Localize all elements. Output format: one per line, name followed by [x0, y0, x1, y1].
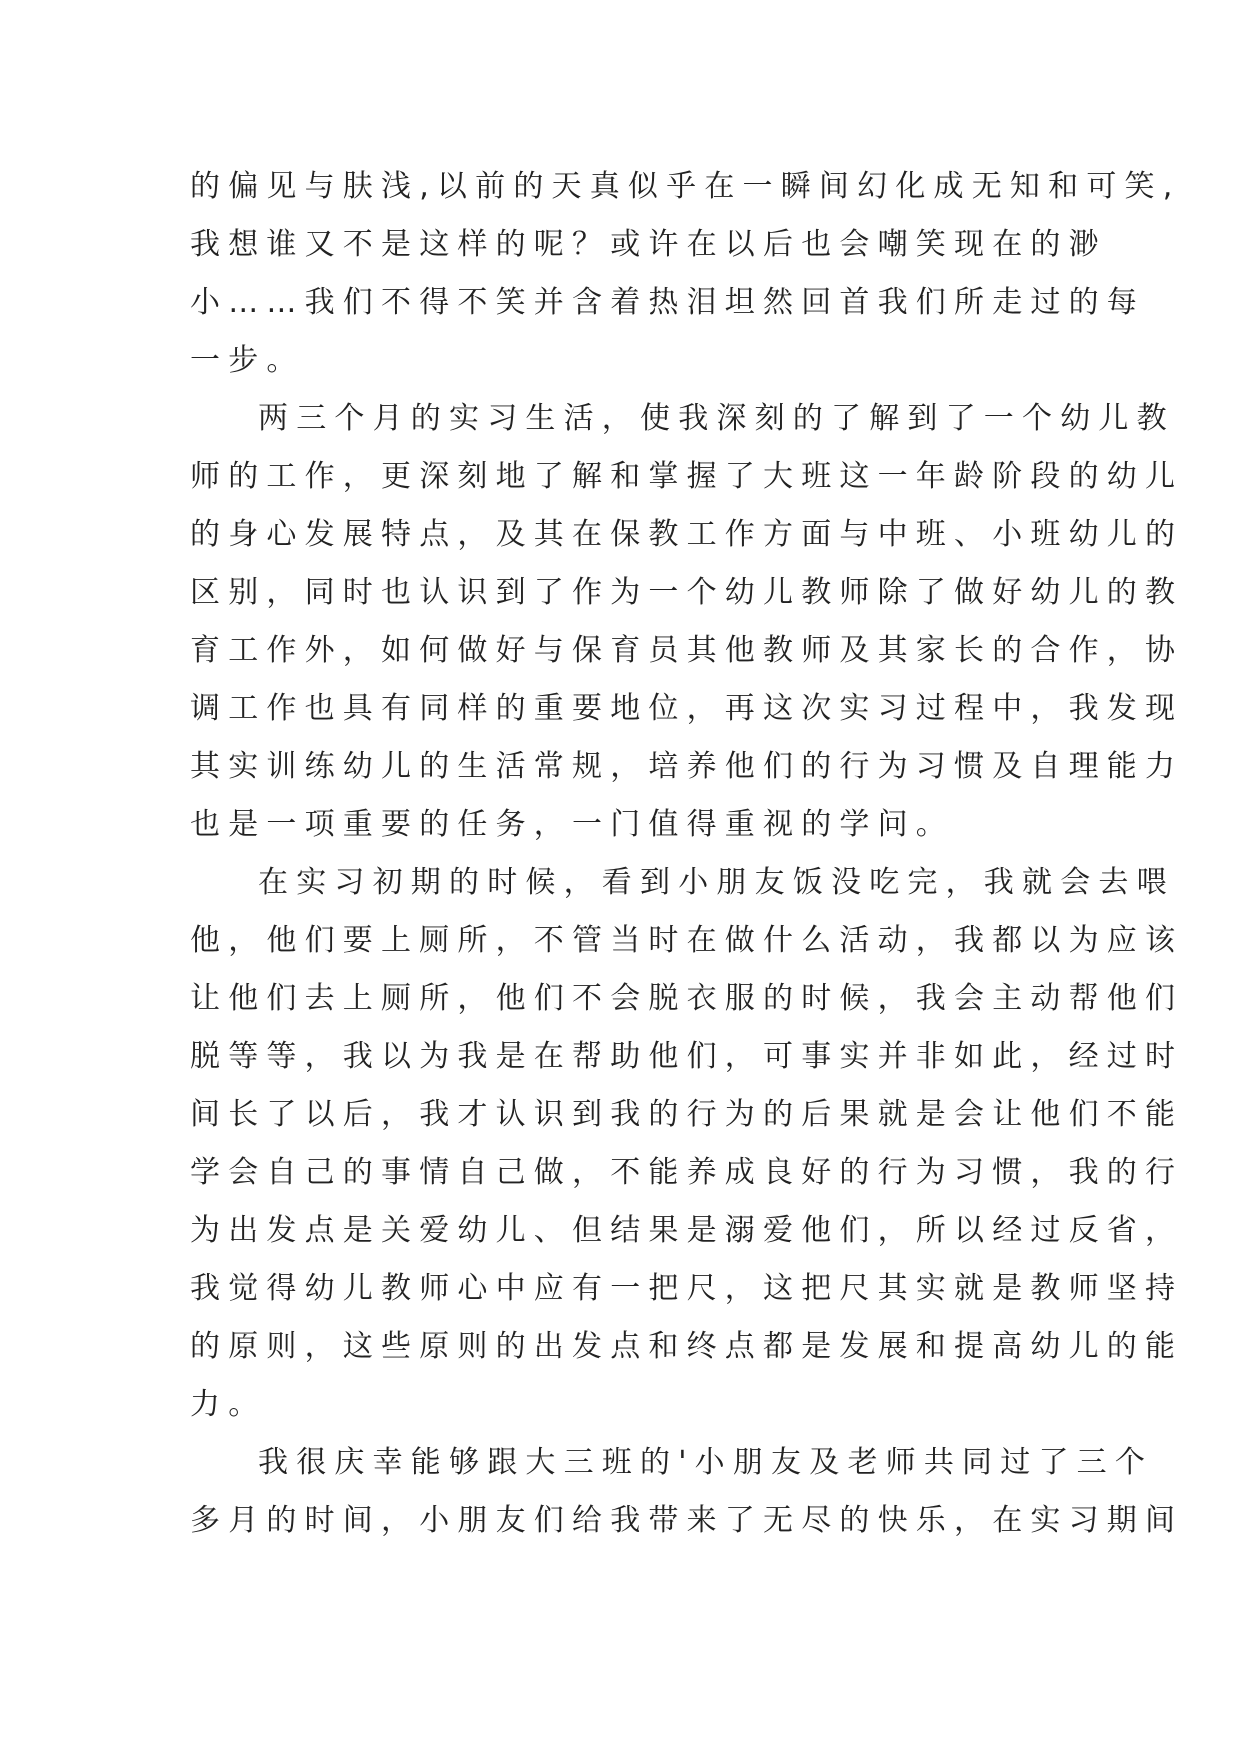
- text-line: 多月的时间，小朋友们给我带来了无尽的快乐，在实习期间: [190, 1503, 1184, 1538]
- text-line: 育工作外，如何做好与保育员其他教师及其家长的合作，协: [190, 633, 1184, 668]
- text-line: 脱等等，我以为我是在帮助他们，可事实并非如此，经过时: [190, 1039, 1184, 1074]
- text-line: 调工作也具有同样的重要地位，再这次实习过程中，我发现: [190, 691, 1184, 726]
- text-line: 也是一项重要的任务，一门值得重视的学问。: [190, 807, 954, 842]
- text-line: 的原则，这些原则的出发点和终点都是发展和提高幼儿的能: [190, 1329, 1184, 1364]
- text-line: 学会自己的事情自己做，不能养成良好的行为习惯，我的行: [190, 1155, 1184, 1190]
- text-line: 一步。: [190, 343, 305, 378]
- text-line: 的身心发展特点，及其在保教工作方面与中班、小班幼儿的: [190, 517, 1184, 552]
- text-line: 我想谁又不是这样的呢？或许在以后也会嘲笑现在的渺: [190, 227, 1107, 262]
- text-line: 师的工作，更深刻地了解和掌握了大班这一年龄阶段的幼儿: [190, 459, 1184, 494]
- text-line: 其实训练幼儿的生活常规，培养他们的行为习惯及自理能力: [190, 749, 1184, 784]
- text-line: 区别，同时也认识到了作为一个幼儿教师除了做好幼儿的教: [190, 575, 1184, 610]
- text-line: 的偏见与肤浅,以前的天真似乎在一瞬间幻化成无知和可笑,: [190, 169, 1181, 204]
- text-line: 他，他们要上厕所，不管当时在做什么活动，我都以为应该: [190, 923, 1184, 958]
- text-line: 间长了以后，我才认识到我的行为的后果就是会让他们不能: [190, 1097, 1184, 1132]
- paragraph-first-line: 我很庆幸能够跟大三班的'小朋友及老师共同过了三个: [258, 1445, 1154, 1480]
- text-line: 力。: [190, 1387, 267, 1422]
- document-body: [190, 158, 1184, 1550]
- text-line: 让他们去上厕所，他们不会脱衣服的时候，我会主动帮他们: [190, 981, 1184, 1016]
- paragraph-first-line: 在实习初期的时候，看到小朋友饭没吃完，我就会去喂: [258, 865, 1175, 900]
- text-line: 为出发点是关爱幼儿、但结果是溺爱他们，所以经过反省，: [190, 1213, 1184, 1248]
- text-line: 小……我们不得不笑并含着热泪坦然回首我们所走过的每: [190, 285, 1145, 320]
- text-line: 我觉得幼儿教师心中应有一把尺，这把尺其实就是教师坚持: [190, 1271, 1184, 1306]
- paragraph-first-line: 两三个月的实习生活，使我深刻的了解到了一个幼儿教: [258, 401, 1175, 436]
